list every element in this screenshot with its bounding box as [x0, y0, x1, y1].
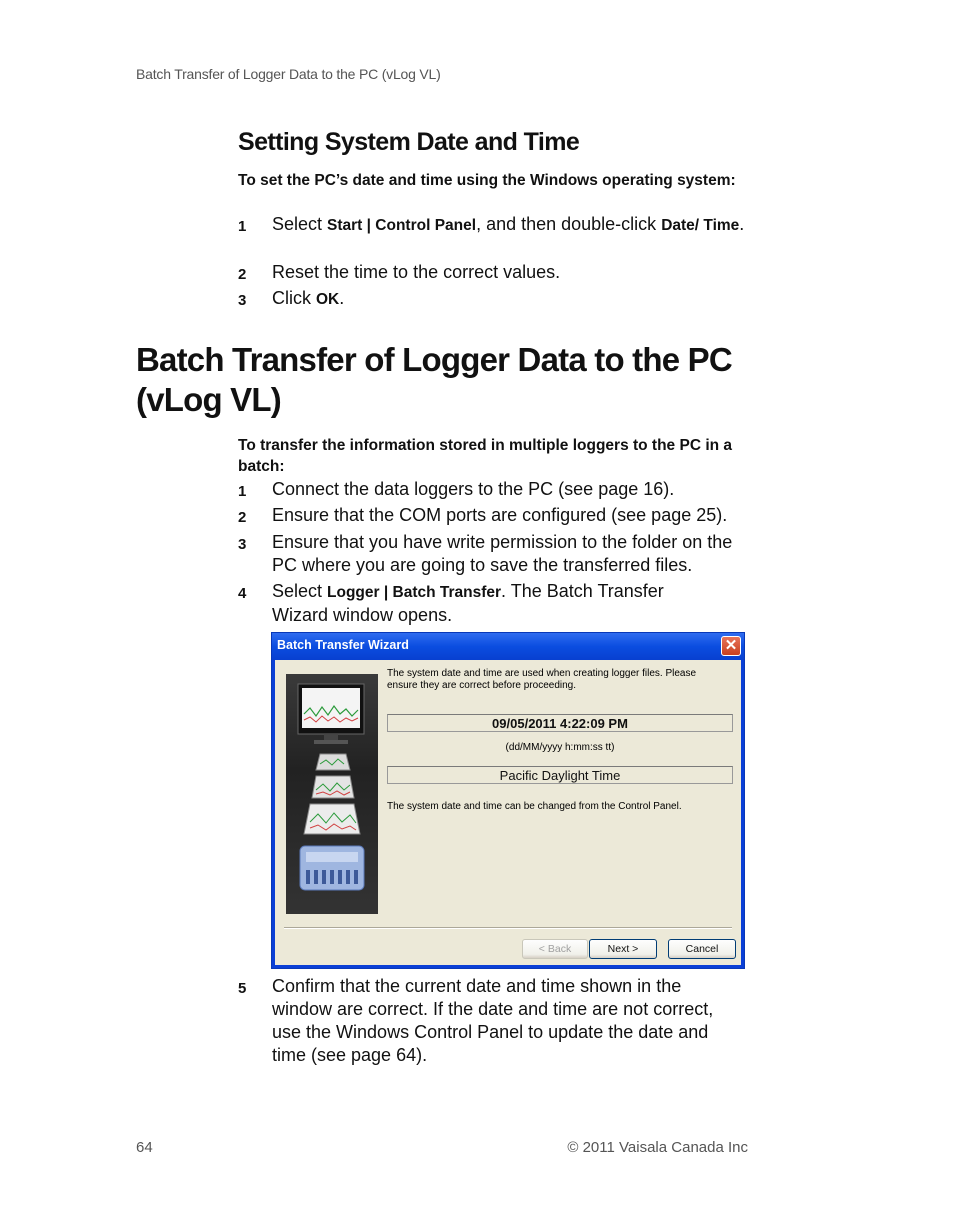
dialog-titlebar[interactable]: [272, 633, 744, 660]
section1-intro: To set the PC’s date and time using the Windows operating system:: [238, 172, 736, 189]
page-number: 64: [136, 1139, 153, 1156]
control-panel-item: Date/ Time: [661, 217, 740, 234]
section1-step-3: 3 Click OK.: [238, 287, 758, 311]
ok-label: OK: [316, 291, 340, 308]
running-header: Batch Transfer of Logger Data to the PC (vLog VL): [136, 66, 441, 82]
step-number: 2: [238, 509, 247, 526]
datetime-field: 09/05/2011 4:22:09 PM: [387, 714, 733, 732]
loggers-illustration: [286, 674, 378, 914]
menu-path: Start | Control Panel: [327, 217, 477, 234]
copyright: © 2011 Vaisala Canada Inc: [567, 1139, 748, 1156]
section1-step-1: 1 Select Start | Control Panel, and then double-click Date/ Time.: [238, 213, 758, 237]
dialog-message-change: The system date and time can be changed from the Control Panel.: [387, 801, 682, 812]
loggers-art-icon: [286, 674, 378, 914]
timezone-field: Pacific Daylight Time: [387, 766, 733, 784]
batch-transfer-wizard-dialog: [271, 632, 745, 969]
back-button[interactable]: < Back: [522, 939, 588, 959]
step-number: 3: [238, 536, 247, 553]
menu-path: Logger | Batch Transfer: [327, 584, 502, 601]
dialog-message-intro: The system date and time are used when creating logger files. Please ensure they are correct before proceeding.: [387, 668, 697, 691]
close-icon[interactable]: ✕: [721, 636, 741, 656]
cancel-button[interactable]: Cancel: [668, 939, 736, 959]
step-number: 3: [238, 292, 247, 309]
step-number: 1: [238, 218, 247, 235]
section2-step-4: 4 Select Logger | Batch Transfer. The Batch Transfer Wizard window opens.: [238, 581, 664, 625]
section2-intro: To transfer the information stored in multiple loggers to the PC in a batch:: [238, 437, 733, 475]
dialog-title: Batch Transfer Wizard: [277, 638, 409, 652]
step-number: 1: [238, 483, 247, 500]
dialog-separator: [284, 927, 732, 929]
section2-step-1: 1 Connect the data loggers to the PC (see page 16).: [238, 478, 758, 501]
section-heading-batch-transfer: Batch Transfer of Logger Data to the PC (vLog VL): [136, 341, 732, 418]
section2-step-5: 5 Confirm that the current date and time shown in the window are correct. If the date and time are not correct, use the Windows Control Panel to update the date and time (see page 64).: [238, 976, 714, 1065]
section2-step-3: 3 Ensure that you have write permission to the folder on the PC where you are going to save the transferred files.: [238, 532, 733, 575]
datetime-format-hint: (dd/MM/yyyy h:mm:ss tt): [505, 742, 615, 753]
section1-step-2: 2 Reset the time to the correct values.: [238, 261, 758, 284]
step-number: 5: [238, 980, 247, 997]
section-heading-date-time: Setting System Date and Time: [238, 128, 580, 156]
step-number: 2: [238, 266, 247, 283]
step-number: 4: [238, 585, 247, 602]
section2-step-2: 2 Ensure that the COM ports are configured (see page 25).: [238, 504, 758, 527]
next-button[interactable]: Next >: [589, 939, 657, 959]
dialog-client-area: [275, 660, 741, 965]
